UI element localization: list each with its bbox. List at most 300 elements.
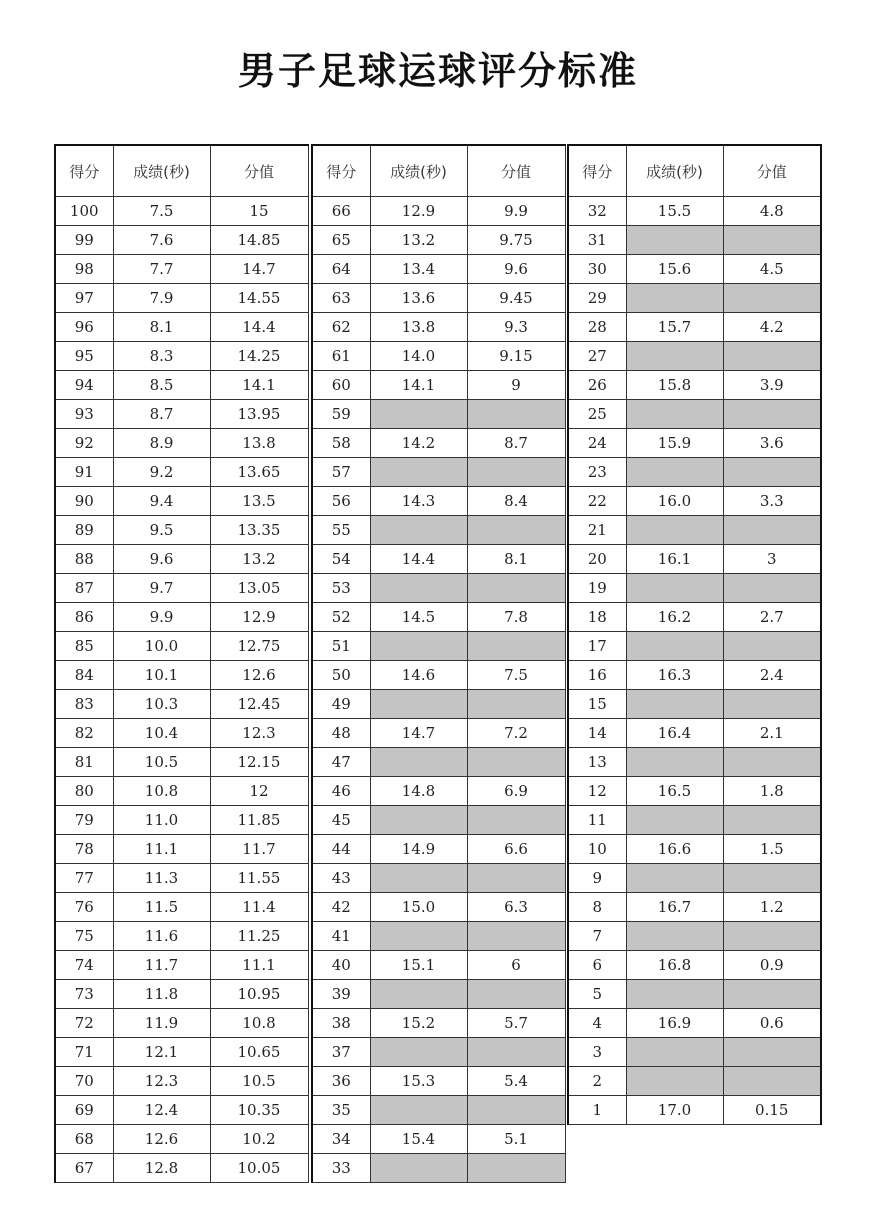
time-cell: 11.5: [113, 893, 210, 922]
table-row: [55, 487, 308, 516]
time-cell: 15.9: [626, 429, 723, 458]
table-row: [312, 777, 565, 806]
time-cell: [370, 1154, 467, 1183]
value-cell: 9.3: [467, 313, 565, 342]
time-cell: [370, 516, 467, 545]
value-cell: [723, 574, 821, 603]
table-row: [568, 748, 821, 777]
value-cell: [723, 226, 821, 255]
header-value: 分值: [723, 145, 821, 197]
score-cell: 5: [568, 980, 626, 1009]
time-cell: [626, 574, 723, 603]
time-cell: [626, 342, 723, 371]
time-cell: 16.5: [626, 777, 723, 806]
time-cell: 11.7: [113, 951, 210, 980]
time-cell: 8.3: [113, 342, 210, 371]
score-cell: 1: [568, 1096, 626, 1125]
value-cell: [723, 400, 821, 429]
table-row: [55, 313, 308, 342]
time-cell: 7.7: [113, 255, 210, 284]
time-cell: 15.5: [626, 197, 723, 226]
score-cell: 17: [568, 632, 626, 661]
value-cell: [467, 748, 565, 777]
time-cell: 7.5: [113, 197, 210, 226]
score-cell: 39: [312, 980, 370, 1009]
time-cell: 12.6: [113, 1125, 210, 1154]
table-row: [312, 226, 565, 255]
value-cell: [723, 748, 821, 777]
score-cell: 70: [55, 1067, 113, 1096]
time-cell: 14.1: [370, 371, 467, 400]
table-row: [55, 1096, 308, 1125]
header-row: [568, 145, 821, 197]
time-cell: [370, 1038, 467, 1067]
value-cell: 10.95: [210, 980, 308, 1009]
value-cell: 6.6: [467, 835, 565, 864]
score-cell: 57: [312, 458, 370, 487]
time-cell: 15.0: [370, 893, 467, 922]
table-row: [55, 1038, 308, 1067]
value-cell: 11.7: [210, 835, 308, 864]
score-cell: 30: [568, 255, 626, 284]
score-cell: 98: [55, 255, 113, 284]
time-cell: 11.0: [113, 806, 210, 835]
table-row: [312, 632, 565, 661]
value-cell: [467, 864, 565, 893]
score-cell: 14: [568, 719, 626, 748]
value-cell: 9.75: [467, 226, 565, 255]
header-value: 分值: [467, 145, 565, 197]
score-cell: 96: [55, 313, 113, 342]
table-row: [55, 429, 308, 458]
score-cell: 33: [312, 1154, 370, 1183]
time-cell: [370, 632, 467, 661]
score-cell: 29: [568, 284, 626, 313]
time-cell: 9.5: [113, 516, 210, 545]
value-cell: [467, 574, 565, 603]
time-cell: 15.3: [370, 1067, 467, 1096]
table-row: [55, 545, 308, 574]
value-cell: 7.8: [467, 603, 565, 632]
table-row: [55, 603, 308, 632]
value-cell: 12: [210, 777, 308, 806]
table-row: [568, 516, 821, 545]
value-cell: 2.4: [723, 661, 821, 690]
time-cell: 8.1: [113, 313, 210, 342]
score-cell: 81: [55, 748, 113, 777]
table-row: [568, 632, 821, 661]
score-cell: 8: [568, 893, 626, 922]
score-cell: 73: [55, 980, 113, 1009]
value-cell: 12.75: [210, 632, 308, 661]
score-cell: 25: [568, 400, 626, 429]
time-cell: 10.1: [113, 661, 210, 690]
score-cell: 37: [312, 1038, 370, 1067]
score-cell: 82: [55, 719, 113, 748]
value-cell: [723, 632, 821, 661]
score-cell: 79: [55, 806, 113, 835]
score-cell: 90: [55, 487, 113, 516]
score-cell: 27: [568, 342, 626, 371]
value-cell: [723, 1067, 821, 1096]
value-cell: [467, 806, 565, 835]
table-row: [312, 516, 565, 545]
table-row: [568, 661, 821, 690]
time-cell: [626, 284, 723, 313]
value-cell: 10.35: [210, 1096, 308, 1125]
value-cell: 7.5: [467, 661, 565, 690]
value-cell: 12.9: [210, 603, 308, 632]
value-cell: 11.85: [210, 806, 308, 835]
score-cell: 67: [55, 1154, 113, 1183]
table-row: [568, 255, 821, 284]
value-cell: 14.25: [210, 342, 308, 371]
score-cell: 92: [55, 429, 113, 458]
value-cell: 5.1: [467, 1125, 565, 1154]
value-cell: 11.1: [210, 951, 308, 980]
score-cell: 47: [312, 748, 370, 777]
score-cell: 69: [55, 1096, 113, 1125]
score-cell: 10: [568, 835, 626, 864]
time-cell: 16.6: [626, 835, 723, 864]
value-cell: 14.4: [210, 313, 308, 342]
value-cell: 10.05: [210, 1154, 308, 1183]
time-cell: [370, 980, 467, 1009]
time-cell: 15.4: [370, 1125, 467, 1154]
score-cell: 88: [55, 545, 113, 574]
value-cell: [467, 458, 565, 487]
value-cell: [467, 632, 565, 661]
table-row: [55, 632, 308, 661]
value-cell: 8.1: [467, 545, 565, 574]
score-cell: 3: [568, 1038, 626, 1067]
time-cell: 9.7: [113, 574, 210, 603]
value-cell: [467, 922, 565, 951]
header-time: 成绩(秒): [370, 145, 467, 197]
value-cell: 9.15: [467, 342, 565, 371]
score-table-1: [54, 144, 309, 1183]
score-cell: 59: [312, 400, 370, 429]
value-cell: 12.45: [210, 690, 308, 719]
header-time: 成绩(秒): [113, 145, 210, 197]
time-cell: [370, 864, 467, 893]
time-cell: 14.3: [370, 487, 467, 516]
value-cell: [467, 516, 565, 545]
score-cell: 40: [312, 951, 370, 980]
time-cell: 9.9: [113, 603, 210, 632]
time-cell: 14.4: [370, 545, 467, 574]
table-row: [568, 951, 821, 980]
value-cell: 11.4: [210, 893, 308, 922]
table-row: [568, 835, 821, 864]
score-cell: 56: [312, 487, 370, 516]
table-row: [312, 661, 565, 690]
table-row: [568, 603, 821, 632]
score-cell: 19: [568, 574, 626, 603]
table-row: [55, 777, 308, 806]
score-cell: 72: [55, 1009, 113, 1038]
table-row: [568, 313, 821, 342]
score-cell: 54: [312, 545, 370, 574]
table-row: [568, 690, 821, 719]
time-cell: [626, 980, 723, 1009]
score-cell: 97: [55, 284, 113, 313]
table-row: [312, 835, 565, 864]
table-row: [568, 371, 821, 400]
value-cell: 4.5: [723, 255, 821, 284]
header-row: [312, 145, 565, 197]
table-row: [568, 1038, 821, 1067]
value-cell: 6.9: [467, 777, 565, 806]
time-cell: 14.6: [370, 661, 467, 690]
table-row: [312, 690, 565, 719]
table-row: [312, 806, 565, 835]
score-cell: 77: [55, 864, 113, 893]
value-cell: 13.8: [210, 429, 308, 458]
score-cell: 50: [312, 661, 370, 690]
value-cell: 8.4: [467, 487, 565, 516]
value-cell: 1.8: [723, 777, 821, 806]
time-cell: 9.4: [113, 487, 210, 516]
value-cell: [723, 342, 821, 371]
score-cell: 2: [568, 1067, 626, 1096]
time-cell: [626, 1067, 723, 1096]
table-row: [312, 487, 565, 516]
value-cell: [723, 864, 821, 893]
time-cell: [370, 574, 467, 603]
time-cell: 11.9: [113, 1009, 210, 1038]
score-cell: 31: [568, 226, 626, 255]
value-cell: 4.8: [723, 197, 821, 226]
table-row: [568, 487, 821, 516]
table-row: [568, 429, 821, 458]
table-row: [55, 458, 308, 487]
value-cell: 0.15: [723, 1096, 821, 1125]
value-cell: 12.15: [210, 748, 308, 777]
time-cell: 16.7: [626, 893, 723, 922]
table-row: [568, 226, 821, 255]
score-cell: 83: [55, 690, 113, 719]
table-row: [55, 806, 308, 835]
score-cell: 35: [312, 1096, 370, 1125]
table-row: [568, 197, 821, 226]
score-cell: 34: [312, 1125, 370, 1154]
time-cell: [370, 748, 467, 777]
table-row: [568, 777, 821, 806]
score-cell: 93: [55, 400, 113, 429]
score-cell: 60: [312, 371, 370, 400]
time-cell: [626, 1038, 723, 1067]
time-cell: 10.3: [113, 690, 210, 719]
value-cell: [723, 458, 821, 487]
table-row: [55, 1125, 308, 1154]
time-cell: 8.9: [113, 429, 210, 458]
table-row: [568, 458, 821, 487]
table-row: [312, 400, 565, 429]
score-cell: 26: [568, 371, 626, 400]
time-cell: [370, 690, 467, 719]
table-row: [568, 545, 821, 574]
table-row: [568, 806, 821, 835]
score-cell: 24: [568, 429, 626, 458]
score-cell: 51: [312, 632, 370, 661]
value-cell: 14.55: [210, 284, 308, 313]
score-cell: 55: [312, 516, 370, 545]
time-cell: 14.7: [370, 719, 467, 748]
time-cell: 15.8: [626, 371, 723, 400]
value-cell: 0.6: [723, 1009, 821, 1038]
value-cell: 6: [467, 951, 565, 980]
table-row: [312, 1009, 565, 1038]
time-cell: 17.0: [626, 1096, 723, 1125]
header-score: 得分: [568, 145, 626, 197]
value-cell: 14.1: [210, 371, 308, 400]
time-cell: 15.7: [626, 313, 723, 342]
value-cell: 1.2: [723, 893, 821, 922]
time-cell: 16.8: [626, 951, 723, 980]
score-cell: 78: [55, 835, 113, 864]
time-cell: 16.4: [626, 719, 723, 748]
value-cell: [467, 400, 565, 429]
table-row: [568, 980, 821, 1009]
value-cell: 6.3: [467, 893, 565, 922]
table-row: [55, 922, 308, 951]
table-row: [312, 893, 565, 922]
value-cell: 10.2: [210, 1125, 308, 1154]
table-row: [312, 284, 565, 313]
score-table-3: [567, 144, 822, 1125]
score-cell: 6: [568, 951, 626, 980]
time-cell: 12.1: [113, 1038, 210, 1067]
table-row: [312, 980, 565, 1009]
score-cell: 45: [312, 806, 370, 835]
time-cell: 13.8: [370, 313, 467, 342]
score-cell: 9: [568, 864, 626, 893]
value-cell: 1.5: [723, 835, 821, 864]
table-row: [55, 1154, 308, 1183]
score-cell: 43: [312, 864, 370, 893]
score-cell: 46: [312, 777, 370, 806]
score-cell: 21: [568, 516, 626, 545]
time-cell: [370, 806, 467, 835]
score-cell: 84: [55, 661, 113, 690]
value-cell: 13.35: [210, 516, 308, 545]
value-cell: [723, 806, 821, 835]
value-cell: 9.9: [467, 197, 565, 226]
score-cell: 11: [568, 806, 626, 835]
score-cell: 28: [568, 313, 626, 342]
score-cell: 36: [312, 1067, 370, 1096]
value-cell: 14.7: [210, 255, 308, 284]
time-cell: 13.6: [370, 284, 467, 313]
score-cell: 42: [312, 893, 370, 922]
value-cell: 5.7: [467, 1009, 565, 1038]
value-cell: 12.3: [210, 719, 308, 748]
time-cell: [626, 690, 723, 719]
time-cell: 7.9: [113, 284, 210, 313]
time-cell: [626, 864, 723, 893]
table-row: [312, 429, 565, 458]
score-cell: 41: [312, 922, 370, 951]
value-cell: [723, 690, 821, 719]
value-cell: 9: [467, 371, 565, 400]
time-cell: 11.3: [113, 864, 210, 893]
table-row: [312, 922, 565, 951]
score-cell: 32: [568, 197, 626, 226]
value-cell: 3.6: [723, 429, 821, 458]
score-cell: 86: [55, 603, 113, 632]
value-cell: 15: [210, 197, 308, 226]
time-cell: 9.2: [113, 458, 210, 487]
score-cell: 7: [568, 922, 626, 951]
value-cell: [467, 1154, 565, 1183]
table-row: [568, 893, 821, 922]
value-cell: [467, 690, 565, 719]
table-row: [55, 1067, 308, 1096]
value-cell: 5.4: [467, 1067, 565, 1096]
time-cell: 10.5: [113, 748, 210, 777]
table-row: [312, 864, 565, 893]
value-cell: 13.95: [210, 400, 308, 429]
time-cell: 11.6: [113, 922, 210, 951]
table-row: [312, 1038, 565, 1067]
value-cell: [723, 922, 821, 951]
table-row: [55, 835, 308, 864]
time-cell: 15.6: [626, 255, 723, 284]
score-cell: 23: [568, 458, 626, 487]
value-cell: 3.3: [723, 487, 821, 516]
score-cell: 53: [312, 574, 370, 603]
value-cell: 10.8: [210, 1009, 308, 1038]
time-cell: 8.5: [113, 371, 210, 400]
value-cell: 11.25: [210, 922, 308, 951]
value-cell: 13.5: [210, 487, 308, 516]
header-score: 得分: [55, 145, 113, 197]
time-cell: [626, 806, 723, 835]
value-cell: 10.5: [210, 1067, 308, 1096]
table-row: [55, 951, 308, 980]
score-cell: 49: [312, 690, 370, 719]
score-cell: 89: [55, 516, 113, 545]
value-cell: [467, 1038, 565, 1067]
score-cell: 85: [55, 632, 113, 661]
time-cell: [626, 400, 723, 429]
value-cell: 11.55: [210, 864, 308, 893]
table-row: [568, 1009, 821, 1038]
score-cell: 58: [312, 429, 370, 458]
table-row: [55, 371, 308, 400]
table-row: [568, 342, 821, 371]
score-cell: 76: [55, 893, 113, 922]
table-row: [312, 1154, 565, 1183]
time-cell: 10.4: [113, 719, 210, 748]
value-cell: 10.65: [210, 1038, 308, 1067]
table-row: [568, 400, 821, 429]
time-cell: [370, 922, 467, 951]
time-cell: 11.8: [113, 980, 210, 1009]
score-cell: 68: [55, 1125, 113, 1154]
value-cell: 3: [723, 545, 821, 574]
table-row: [312, 458, 565, 487]
score-cell: 80: [55, 777, 113, 806]
table-row: [55, 197, 308, 226]
table-row: [55, 661, 308, 690]
time-cell: 16.1: [626, 545, 723, 574]
value-cell: [723, 516, 821, 545]
table-row: [568, 574, 821, 603]
time-cell: 7.6: [113, 226, 210, 255]
time-cell: [370, 400, 467, 429]
